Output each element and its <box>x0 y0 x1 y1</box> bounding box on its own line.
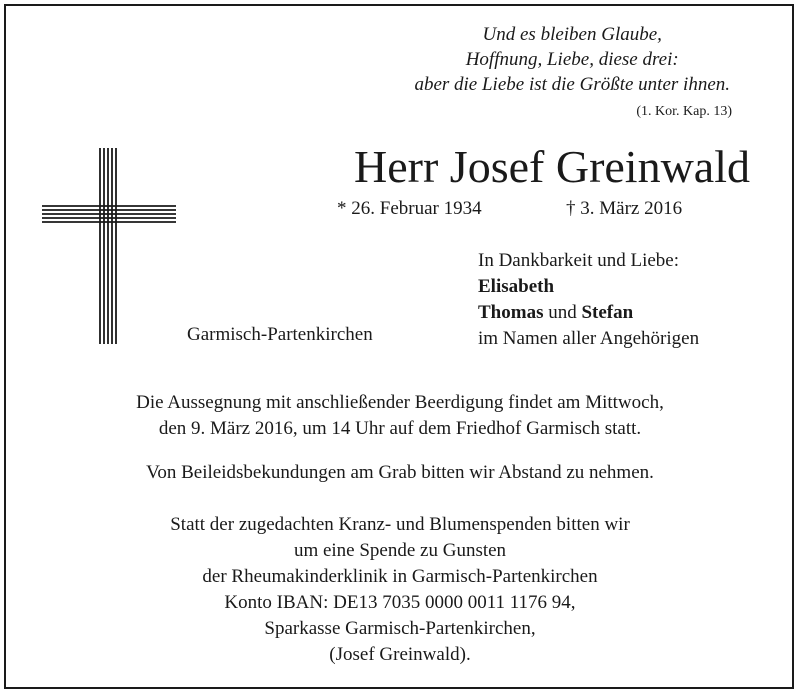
birth-date: * 26. Februar 1934 <box>337 198 482 219</box>
funeral-info <box>0 390 800 442</box>
funeral-line: den 9. März 2016, um 14 Uhr auf dem Friedhof Garmisch statt. <box>158 418 642 439</box>
donation-line: um eine Spende zu Gunsten <box>293 540 507 561</box>
deceased-name: Herr Josef Greinwald <box>354 141 750 192</box>
mourners-intro: In Dankbarkeit und Liebe: <box>478 250 680 271</box>
donation-line: Sparkasse Garmisch-Partenkirchen, <box>264 618 536 639</box>
death-date: † 3. März 2016 <box>566 198 683 219</box>
quote-reference: (1. Kor. Kap. 13) <box>636 104 732 119</box>
bible-quote <box>414 22 730 97</box>
quote-line: Hoffnung, Liebe, diese drei: <box>465 49 679 70</box>
donation-line: der Rheumakinderklinik in Garmisch-Partenkirchen <box>202 566 598 587</box>
quote-line: Und es bleiben Glaube, <box>482 24 662 45</box>
conjunction: und <box>543 302 582 323</box>
donation-line: (Josef Greinwald). <box>329 644 471 665</box>
quote-line: aber die Liebe ist die Größte unter ihnen. <box>414 74 730 95</box>
condolence-note: Von Beileidsbekundungen am Grab bitten wir Abstand zu nehmen. <box>146 462 654 483</box>
donation-line: Statt der zugedachten Kranz- und Blumenspenden bitten wir <box>170 514 630 535</box>
mourners-closing: im Namen aller Angehörigen <box>478 328 700 349</box>
place-of-residence: Garmisch-Partenkirchen <box>187 324 373 345</box>
mourner-name: Stefan <box>581 302 634 323</box>
donation-info <box>0 512 800 668</box>
mourner-name: Thomas <box>478 302 544 323</box>
cross-icon <box>42 148 176 344</box>
donation-line: Konto IBAN: DE13 7035 0000 0011 1176 94, <box>224 592 576 613</box>
mourners-block <box>478 248 699 352</box>
funeral-line: Die Aussegnung mit anschließender Beerdigung findet am Mittwoch, <box>136 392 664 413</box>
mourner-name: Elisabeth <box>478 276 555 297</box>
